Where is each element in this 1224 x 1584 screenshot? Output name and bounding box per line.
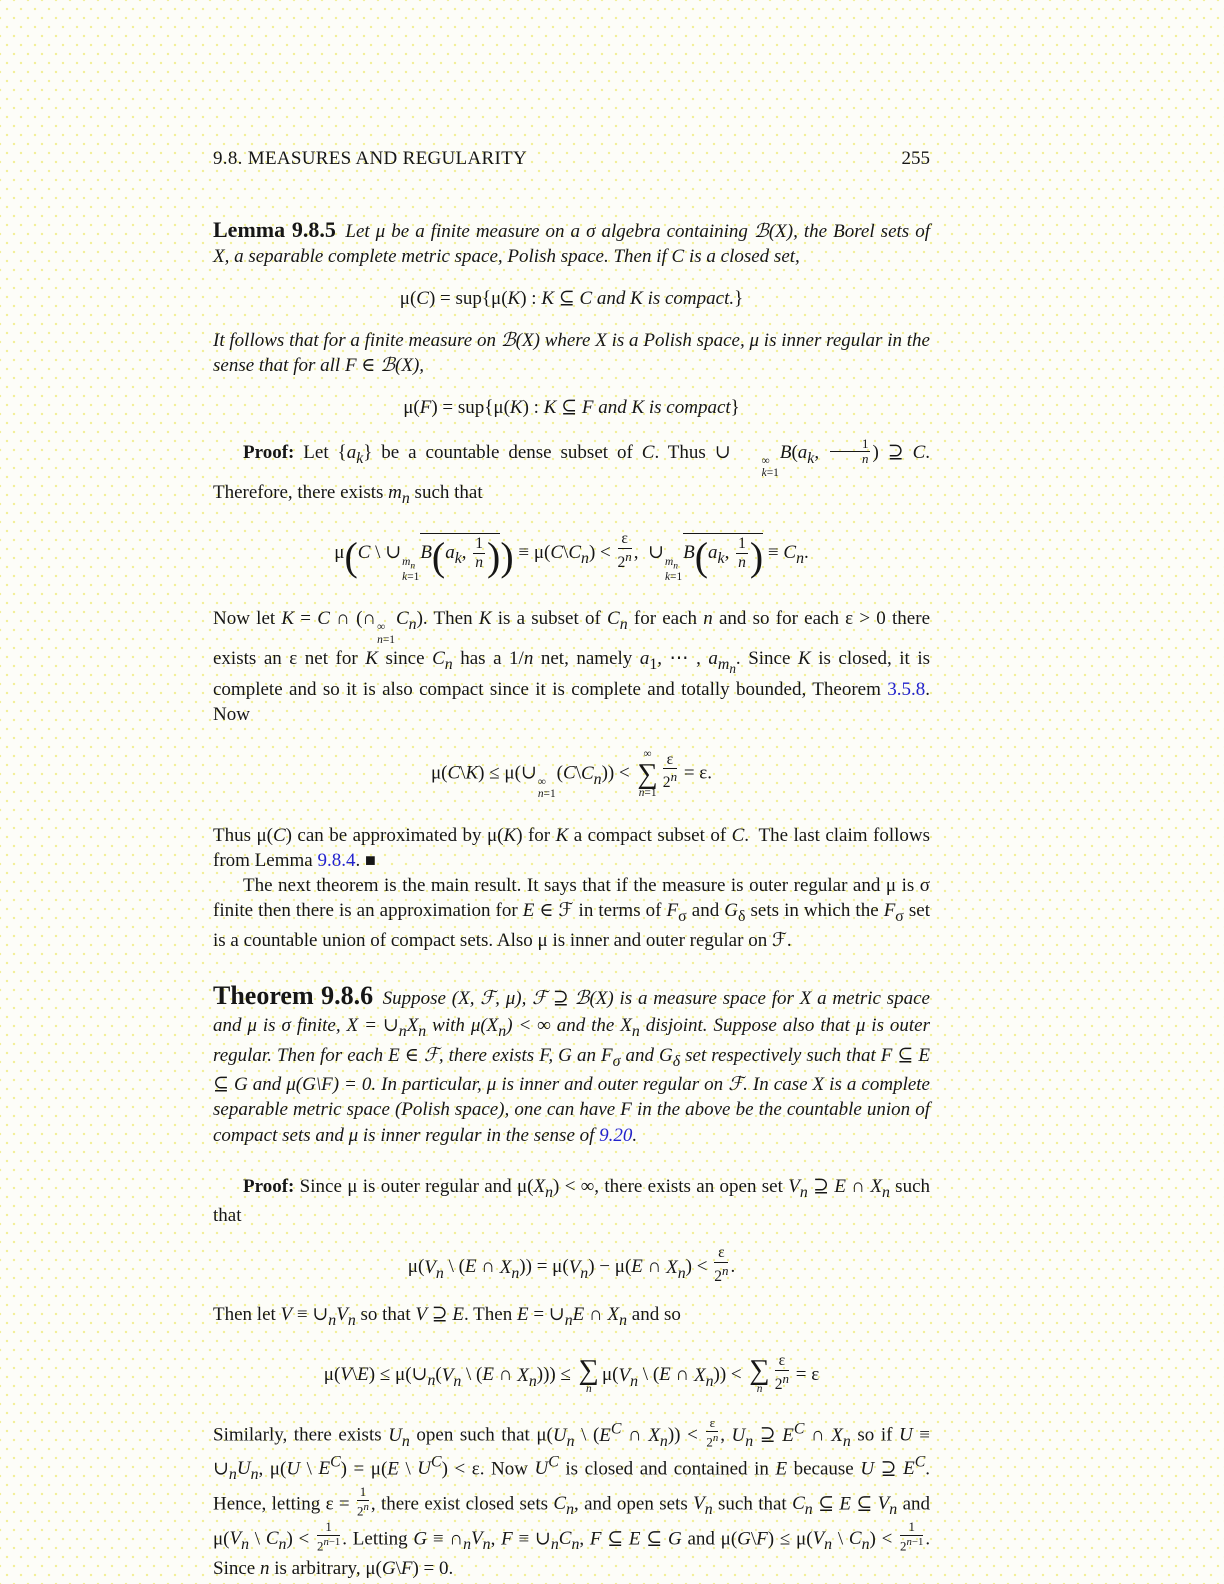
equation-theorem-proof-2: μ(V\E) ≤ $\mu(\cup_n(V_n$ \ (E ∩ $X_n$))) ≤ ∑ n $\mu(V_n$ \ (E ∩ $X_n$)) < ∑ n $\frac{\varepsilon}{2^n}$ = ε (323, 1352, 820, 1396)
lemma-follow-up: It follows that for a finite measure on ℬ(X) where X is a Polish space, μ is inner regular in the sense that for all F ∈ ℬ(X), (213, 330, 930, 377)
proof-paragraph-3: Thus μ(C) can be approximated by μ(K) for K a compact subset of C. The last claim follows from Lemma 9.8.4. ■ (213, 824, 930, 871)
theorem-proof-paragraph-1 (213, 1174, 930, 1229)
equation-theorem-proof-1: $\mu(V_n$ \ (E ∩ $X_n)) = \mu(V_n) - \mu(E$ ∩ $X_n$) < $\frac{\varepsilon}{2^n}$ . (407, 1244, 736, 1286)
proof-of-theorem (213, 1174, 930, 1581)
proof-paragraph-1 (213, 435, 931, 510)
equation-lemma-2: μ(F) = sup{μ(K) : K ⊆ F and K is compact} (403, 397, 740, 419)
lemma-body: Let μ be a finite measure on a σ algebra containing ℬ(X), the Borel sets of X, a separable complete metric space, Polish space. Then if C is a closed set, (213, 221, 930, 268)
ref-theorem-3-5-8[interactable]: 3.5.8 (887, 679, 926, 701)
theorem-proof-text-1: Since μ is outer regular and $\mu(X_n)$ < ∞, there exists an open set $V_n$ ⊇ E ∩ $X_n$ such that (213, 1175, 931, 1227)
lemma-statement (213, 215, 930, 269)
equation-proof-1: μ(C \ ∪ $m_n$ k=1 $B(a_k$, $\frac{1}{n}$ )) ≡ $\mu(C\backslash C_n)$ < $\frac{\varepsilon}{2^n}$ , ∪ $m_n$ k=1 $B(a_k$, $\frac{1}{n}$ ) ≡ $C_n$. (334, 530, 809, 584)
equation-lemma-1: μ(C) = sup{μ(K) : K ⊆ C and K is compact.} (399, 288, 744, 310)
proof-paragraph-2: Now let K = C ∩ (∩ ∞ n=1 $C_n$). Then K is a subset of $C_n$ for each n and so for each ε > 0 there exists an ε net for K since $C_n$ has a 1/n net, namely $a_1$, ⋯ , $a_{m_n}$. Since K is closed, it is complete and so it is also compact since it is complete and totally bounded, Theorem 3.5.8. Now (213, 608, 931, 726)
page-number: 255 (901, 148, 930, 169)
lemma-label: Lemma 9.8.5 (213, 217, 336, 243)
ref-9-20[interactable]: 9.20 (599, 1124, 633, 1146)
proof-label: Proof: (243, 441, 295, 463)
proof-text-1: Let $\{a_k\}$ be a countable dense subset of C. Thus ∪ ∞ k=1 $B(a_k$, $\frac{1}{n}$ ) ⊇ C. Therefore, there exists $m_n$ such that (213, 435, 931, 507)
theorem-proof-paragraph-3: Similarly, there exists $U_n$ open such that $\mu(U_n$ \ ($E^C$ ∩ $X_n$)) < $\frac{\varepsilon}{2^n}$ , $U_n$ ⊇ $E^C$ ∩ $X_n$ so if $U \equiv \cup_nU_n$, μ(U \ $E^C) = \mu(E$ \ $U^C) < \varepsilon$. Now $U^C$ is closed and contained in E because U ⊇ $E^C$. Hence, letting ε = $\frac{1}{2^n}$ , there exist closed sets $C_n$, and open sets $V_n$ such that $C_n$ ⊆ E ⊆ $V_n$ and $\mu(V_n$ \ $C_n$) < $\frac{1}{2^{n-1}}$ . Letting $G \equiv \cap_nV_n$, $F \equiv \cup_nC_n$, F ⊆ E ⊆ G and μ(G\F) ≤ $\mu(V_n$ \ $C_n$) < $\frac{1}{2^{n-1}}$ . Since n is arbitrary, μ(G\F) = 0. (213, 1415, 931, 1579)
theorem-body: Suppose (X, ℱ, μ), ℱ ⊇ ℬ(X) is a measure space for X a metric space and μ is σ finite, $X = \cup_nX_n$ with $\mu(X_n)$ < ∞ and the $X_n$ disjoint. Suppose also that μ is outer regular. Then for each E ∈ ℱ, there exists F, G an $F_\sigma$ and $G_\delta$ set respectively such that F ⊆ E ⊆ G and μ(G\F) = 0. In particular, μ is inner and outer regular on ℱ. In case X is a complete separable metric space (Polish space), one can have F in the above be the countable union of compact sets and μ is inner regular in the sense of 9.20. (213, 987, 930, 1146)
theorem-9-8-6 (213, 979, 930, 1148)
section-header: 9.8. MEASURES AND REGULARITY (213, 148, 527, 169)
theorem-proof-label: Proof: (243, 1175, 295, 1197)
equation-proof-2: μ(C\K) ≤ μ(∪ ∞ n=1 $(C\backslash C_n)$) < ∞ ∑ n=1 $\frac{\varepsilon}{2^n}$ = ε. (430, 748, 713, 801)
interlude-paragraph: The next theorem is the main result. It says that if the measure is outer regular and μ is σ finite then there is an approximation for E ∈ ℱ in terms of $F_\sigma$ and $G_\delta$ sets in which the $F_\sigma$ set is a countable union of compact sets. Also μ is inner and outer regular on ℱ. (213, 874, 931, 951)
theorem-proof-paragraph-2: Then let $V \equiv \cup_nV_n$ so that V ⊇ E. Then $E = \cup_nE$ ∩ $X_n$ and so (213, 1303, 681, 1329)
proof-of-lemma (213, 435, 931, 953)
theorem-label: Theorem 9.8.6 (213, 980, 374, 1010)
lemma-9-8-5 (213, 215, 930, 420)
theorem-statement (213, 979, 930, 1148)
page-header (213, 146, 930, 171)
ref-lemma-9-8-4[interactable]: 9.8.4 (317, 849, 356, 871)
